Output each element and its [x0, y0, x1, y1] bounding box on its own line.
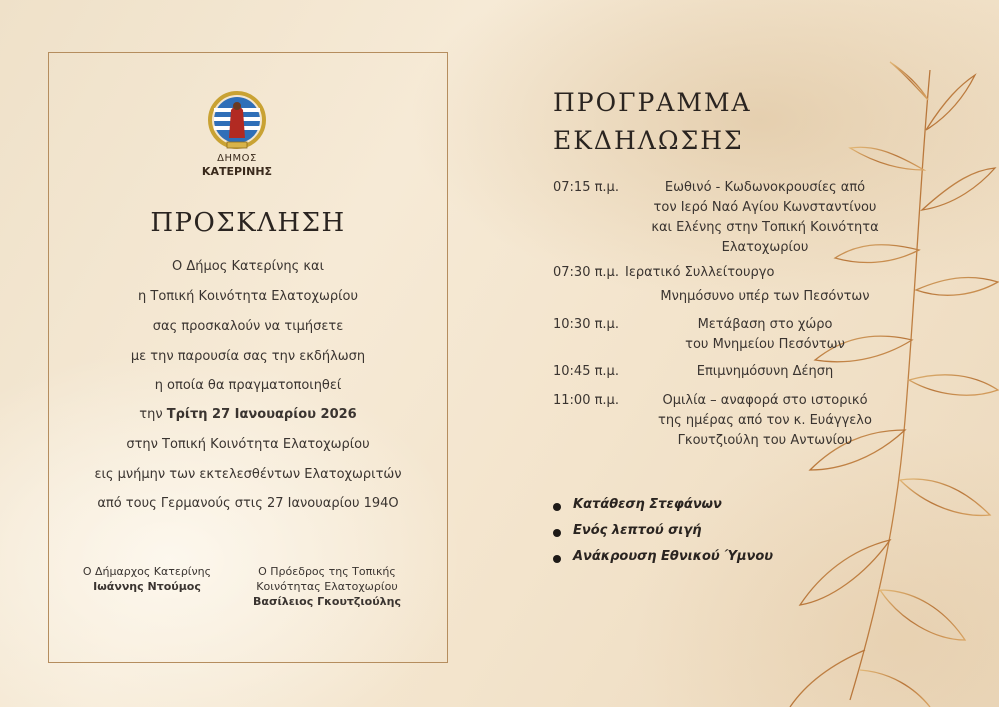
program-title-line2: ΕΚΔΗΛΩΣΗΣ: [553, 126, 744, 155]
list-item-text: Ανάκρουση Εθνικού Ύμνου: [573, 549, 774, 564]
signature-name: Ιωάννης Ντούμος: [93, 580, 201, 593]
invitation-line: εις μνήμην των εκτελεσθέντων Ελατοχωριτών: [94, 467, 402, 482]
schedule-time: 10:30 π.μ.: [553, 317, 619, 332]
schedule-time: 07:30 π.μ.: [553, 265, 619, 280]
event-date: Τρίτη 27 Ιανουαρίου 2026: [166, 407, 357, 422]
signature-role: Κοινότητας Ελατοχωρίου: [256, 580, 398, 593]
invitation-line: στην Τοπική Κοινότητα Ελατοχωρίου: [126, 437, 370, 452]
invitation-date-line: [48, 407, 448, 422]
schedule-desc: [635, 362, 895, 382]
schedule-desc-line: τον Ιερό Ναό Αγίου Κωνσταντίνου: [653, 200, 877, 215]
signature-name: Βασίλειος Γκουτζιούλης: [253, 595, 401, 608]
schedule-desc: [635, 287, 895, 307]
schedule-time: 11:00 π.μ.: [553, 393, 619, 408]
invitation-line: από τους Γερμανούς στις 27 Ιανουαρίου 194Ο: [97, 496, 399, 511]
olive-branch-icon: [730, 60, 999, 707]
schedule-desc-line: Μνημόσυνο υπέρ των Πεσόντων: [660, 289, 870, 304]
list-item-text: Ενός λεπτού σιγή: [573, 523, 702, 538]
invitation-line: η οποία θα πραγματοποιηθεί: [154, 378, 342, 393]
municipality-crest-icon: [205, 90, 269, 154]
program-title-line1: ΠΡΟΓΡΑΜΜΑ: [553, 88, 752, 117]
schedule-desc: [635, 391, 895, 451]
schedule-desc: [635, 178, 895, 258]
invitation-line: σας προσκαλούν να τιμήσετε: [152, 319, 344, 334]
schedule-time: 07:15 π.μ.: [553, 180, 619, 195]
signature-role: Ο Πρόεδρος της Τοπικής: [258, 565, 396, 578]
bullet-icon: [553, 555, 561, 563]
schedule-desc: [635, 315, 895, 355]
schedule-desc-line: Ιερατικό Συλλείτουργο: [625, 265, 775, 280]
schedule-desc-line: του Μνημείου Πεσόντων: [685, 337, 845, 352]
signature-role: Ο Δήμαρχος Κατερίνης: [82, 565, 212, 578]
schedule-desc: [625, 263, 805, 283]
signature-president: [245, 564, 409, 609]
date-prefix: την: [139, 407, 163, 422]
schedule-desc-line: Μετάβαση στο χώρο: [697, 317, 833, 332]
schedule-time: 10:45 π.μ.: [553, 364, 619, 379]
list-item-text: Κατάθεση Στεφάνων: [573, 497, 722, 512]
schedule-desc-line: Εωθινό - Κωδωνοκρουσίες από: [664, 180, 866, 195]
program-title: [553, 84, 752, 160]
invitation-title: ΠΡΟΣΚΛΗΣΗ: [150, 208, 346, 238]
schedule-desc-line: Γκουτζιούλη του Αντωνίου: [677, 433, 853, 448]
invitation-line: Ο Δήμος Κατερίνης και: [172, 259, 324, 274]
schedule-desc-line: Ελατοχωρίου: [721, 240, 809, 255]
logo-line2: ΚΑΤΕΡΙΝΗΣ: [201, 165, 273, 178]
schedule-desc-line: Επιμνημόσυνη Δέηση: [696, 364, 834, 379]
bullet-icon: [553, 503, 561, 511]
schedule-desc-line: της ημέρας από τον κ. Ευάγγελο: [658, 413, 872, 428]
schedule-desc-line: Ομιλία – αναφορά στο ιστορικό: [662, 393, 868, 408]
invitation-line: με την παρουσία σας την εκδήλωση: [130, 349, 366, 364]
logo-line1: ΔΗΜΟΣ: [217, 153, 257, 164]
signature-mayor: [72, 564, 222, 594]
bullet-icon: [553, 529, 561, 537]
schedule-desc-line: και Ελένης στην Τοπική Κοινότητα: [651, 220, 879, 235]
invitation-line: η Τοπική Κοινότητα Ελατοχωρίου: [138, 289, 358, 304]
